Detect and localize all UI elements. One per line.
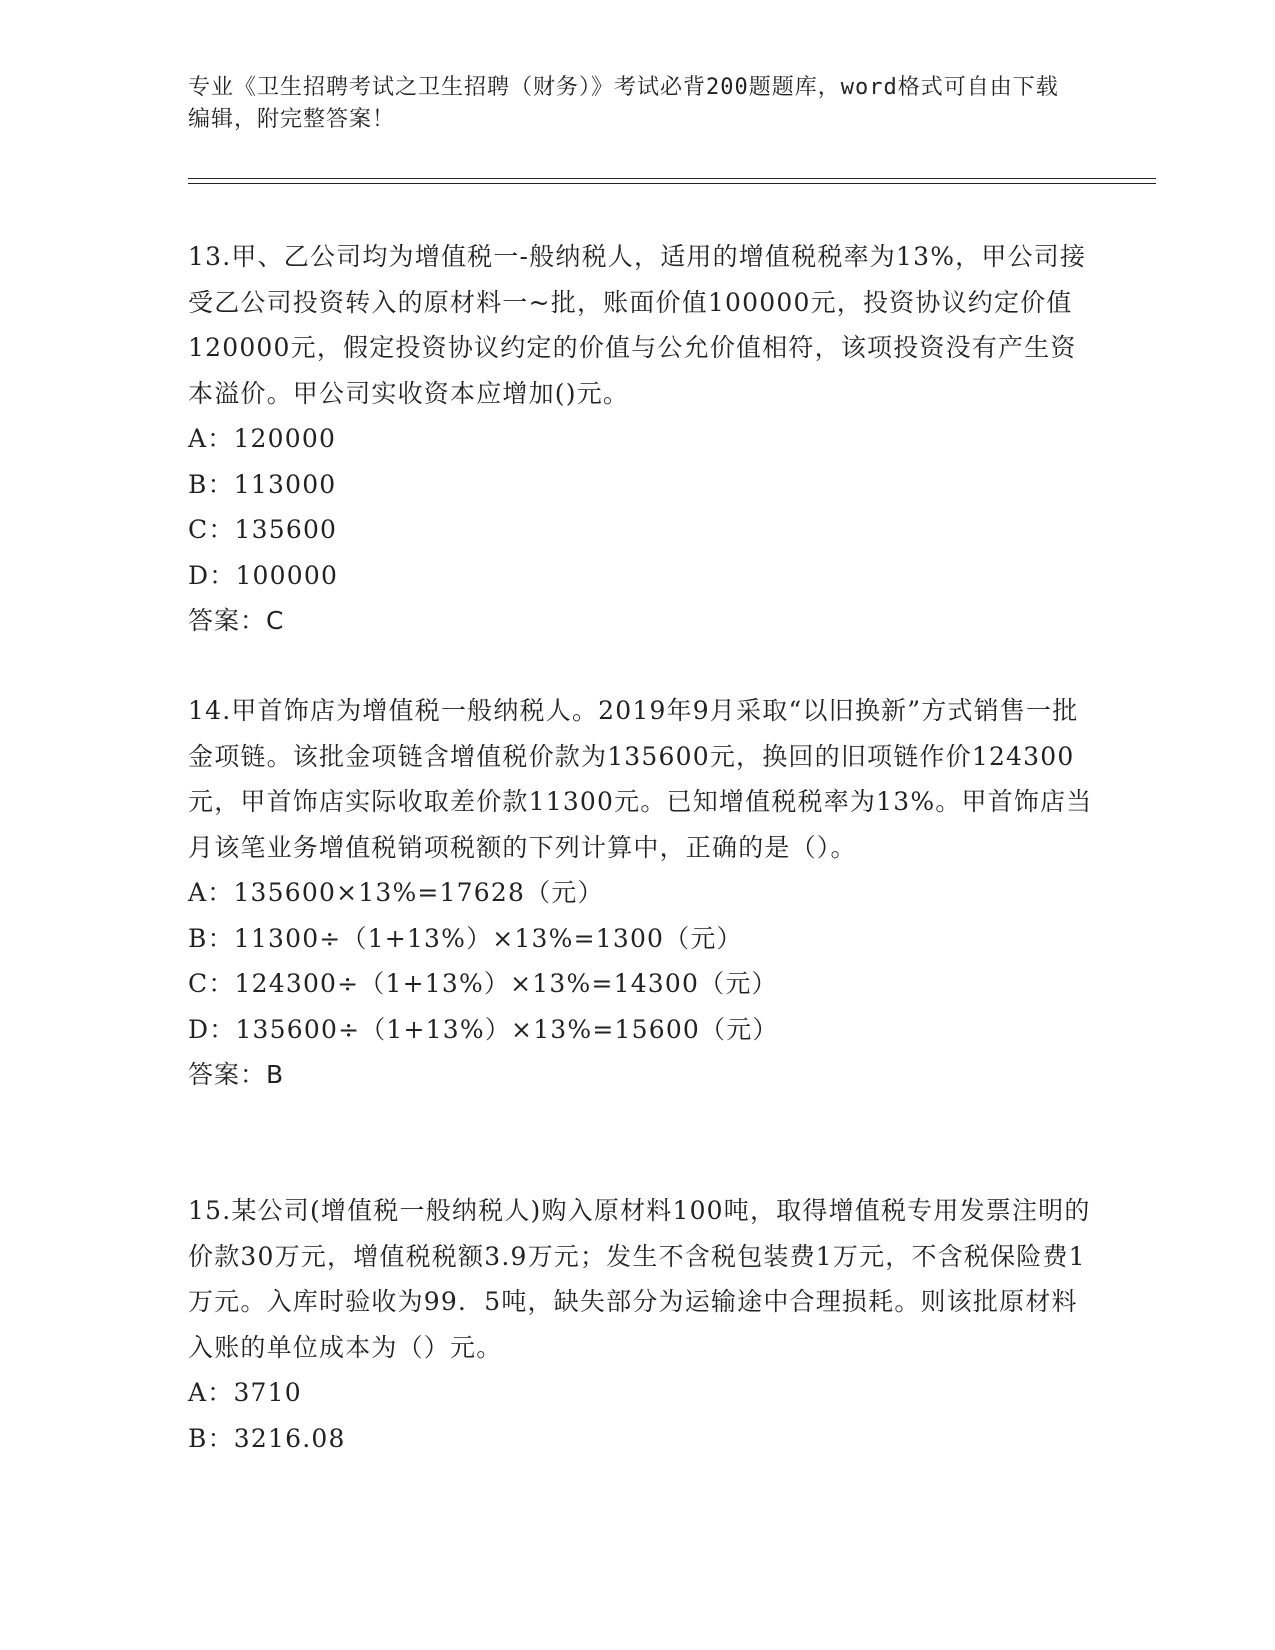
option-a: A：3710	[188, 1378, 302, 1407]
question-stem: 13.甲、乙公司均为增值税一-般纳税人，适用的增值税税率为13%，甲公司接受乙公司投资转入的原材料一~批，账面价值100000元，投资协议约定价值120000元，假定投资协议约定的价值与公允价值相符，该项投资没有产生资本溢价。甲公司实收资本应增加()元。	[188, 242, 1087, 408]
option-b: B：11300÷（1+13%）×13%=1300（元）	[188, 923, 743, 953]
option-a: A：135600×13%=17628（元）	[188, 878, 604, 907]
question-stem: 14.甲首饰店为增值税一般纳税人。2019年9月采取“以旧换新”方式销售一批金项链。该批金项链含增值税价款为135600元，换回的旧项链作价124300元，甲首饰店实际收取差价款11300元。已知增值税税率为13%。甲首饰店当月该笔业务增值税销项税额的下列计算中，正确的是（）。	[188, 696, 1093, 862]
question-stem: 15.某公司(增值税一般纳税人)购入原材料100吨，取得增值税专用发票注明的价款30万元，增值税税额3.9万元；发生不含税包装费1万元，不含税保险费1万元。入库时验收为99．5吨，缺失部分为运输途中合理损耗。则该批原材料入账的单位成本为（）元。	[188, 1196, 1091, 1362]
option-d: D：135600÷（1+13%）×13%=15600（元）	[188, 1014, 779, 1044]
option-a: A：120000	[188, 424, 337, 453]
question-14	[188, 688, 1098, 1098]
option-b: B：113000	[188, 469, 337, 499]
option-c: C：135600	[188, 515, 338, 544]
option-d: D：100000	[188, 560, 339, 590]
question-15	[188, 1188, 1098, 1461]
header-divider-bottom	[188, 183, 1156, 184]
option-c: C：124300÷（1+13%）×13%=14300（元）	[188, 969, 778, 998]
answer-line: 答案：C	[188, 606, 285, 635]
question-13	[188, 234, 1098, 644]
option-b: B：3216.08	[188, 1423, 346, 1453]
answer-line: 答案：B	[188, 1060, 285, 1089]
header-divider-top	[188, 178, 1156, 179]
document-header: 专业《卫生招聘考试之卫生招聘（财务）》考试必背200题题库，word格式可自由下载编辑，附完整答案！	[188, 75, 1059, 132]
